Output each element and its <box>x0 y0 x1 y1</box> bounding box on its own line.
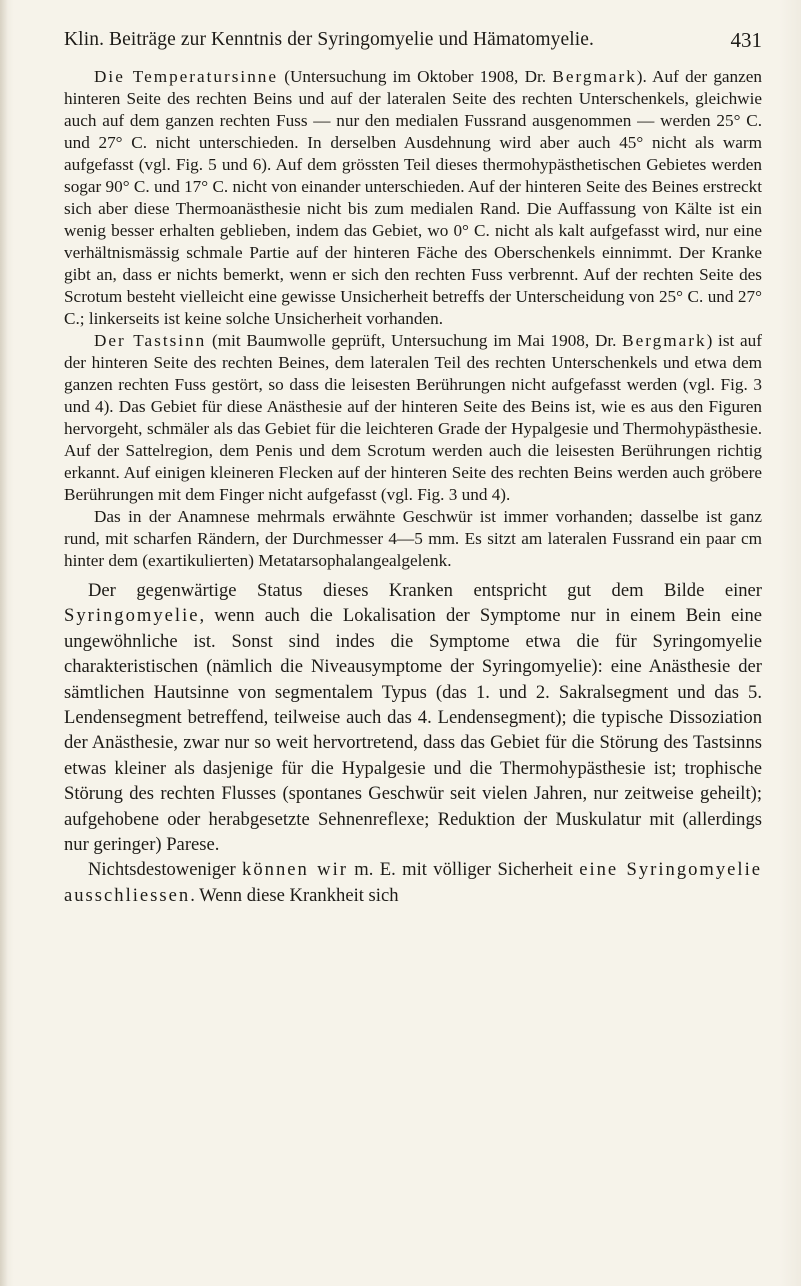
running-title: Klin. Beiträge zur Kenntnis der Syringomyelie und Hämatomyelie. <box>64 29 594 50</box>
paragraph-temperature-senses <box>64 66 762 330</box>
author-name: Bergmark <box>552 67 637 86</box>
paragraph-text: ) ist auf der hinteren Seite des rechten Beines, dem lateralen Teil des rechten Unterschenkels und etwa dem ganzen rechten Fuss gestört, so dass die leisesten Berührungen nicht aufgefasst werden (vgl. Fig. 3 und 4). Das Gebiet für diese Anästhesie auf der hinteren Seite des Beins ist, wie es aus den Figuren hervorgeht, schmäler als das Gebiet für die leichteren Grade der Hypalgesie und Thermohypästhesie. Auf der Sattelregion, dem Penis und dem Scrotum werden auch die leisesten Berührungen richtig erkannt. Auf einigen kleineren Flecken auf der hinteren Seite des rechten Beins werden auch gröbere Berührungen mit dem Finger nicht aufgefasst (vgl. Fig. 3 und 4). <box>64 331 762 504</box>
section-lead-temperature: Die Temperatursinne <box>94 67 279 86</box>
paragraph-ulcer <box>64 506 762 572</box>
paragraph-conclusion <box>64 857 762 908</box>
emphasis-phrase: eine Syringomyelie ausschliessen <box>64 859 763 906</box>
emphasis-phrase: können wir <box>242 859 348 881</box>
paragraph-text: (mit Baumwolle geprüft, Untersuchung im Mai 1908, Dr. <box>206 331 623 350</box>
paragraph-text: m. E. mit völliger Sicherheit <box>347 859 580 881</box>
article-body <box>64 66 762 908</box>
paragraph-text: Das in der Anamnese mehrmals erwähnte Geschwür ist immer vorhanden; dasselbe ist ganz rund, mit scharfen Rändern, der Durchmesser 4—5 mm. Es sitzt am lateralen Fussrand ein paar cm hinter dem (exartikulierten) Metatarsophalangealgelenk. <box>64 507 762 570</box>
author-name: Bergmark <box>622 331 707 350</box>
running-header <box>64 29 762 55</box>
paragraph-text: . Wenn diese Krankheit sich <box>190 884 399 906</box>
paragraph-text: (Untersuchung im Oktober 1908, Dr. <box>278 67 553 86</box>
paragraph-text: , wenn auch die Lokalisation der Symptome nur in einem Bein eine ungewöhnliche ist. Sonst sind indes die Symptome etwa die für Syringomyelie charakteristischen (nämlich die Niveausymptome der Syringomyelie): eine Anästhesie der sämtlichen Hautsinne von segmentalem Typus (das 1. und 2. Sakralsegment und das 5. Lendensegment betreffend, teilweise auch das 4. Lendensegment); die typische Dissoziation der Anästhesie, zwar nur so weit hervortretend, dass das Gebiet für die Störung des Tastsinns etwas kleiner als dasjenige für die Hypalgesie und die Thermohypästhesie ist; trophische Störung des rechten Flusses (spontanes Geschwür seit vielen Jahren, nur zeitweise geheilt); aufgehobene oder herabgesetzte Sehnenreflexe; Reduktion der Muskulatur mit (allerdings nur geringer) Parese. <box>64 605 762 856</box>
paragraph-text: Der gegenwärtige Status dieses Kranken entspricht gut dem Bilde einer <box>88 580 762 601</box>
paragraph-touch-sense <box>64 330 762 506</box>
paragraph-current-status <box>64 578 762 857</box>
page-edge-shadow <box>0 0 8 1286</box>
paragraph-text: Nichtsdestoweniger <box>88 859 243 881</box>
paragraph-text: ). Auf der ganzen hinteren Seite des rechten Beins und auf der lateralen Seite des rechten Unterschenkels, gleichwie auch auf dem ganzen rechten Fuss — nur den medialen Fussrand ausgenommen — werden 25° C. und 27° C. nicht unterschieden. In derselben Ausdehnung wird aber auch 45° nicht als warm aufgefasst (vgl. Fig. 5 und 6). Auf dem grössten Teil dieses thermohypästhetischen Gebietes werden sogar 90° C. und 17° C. nicht von einander unterschieden. Auf der hinteren Seite des Beines erstreckt sich aber diese Thermoanästhesie nicht bis zum medialen Rand. Die Auffassung von Kälte ist ein wenig besser erhalten geblieben, indem das Gebiet, wo 0° C. nicht als kalt aufgefasst wird, nur eine verhältnismässig schmale Partie auf der hinteren Fäche des Oberschenkels einnimmt. Der Kranke gibt an, dass er nichts bemerkt, wenn er sich den rechten Fuss verbrennt. Auf der rechten Seite des Scrotum besteht vielleicht eine gewisse Unsicherheit betreffs der Unterscheidung von 25° C. und 27° C.; linkerseits ist keine solche Unsicherheit vorhanden. <box>64 67 763 328</box>
section-lead-touch: Der Tastsinn <box>94 331 207 350</box>
diagnosis-term: Syringomyelie <box>64 605 200 627</box>
page-number: 431 <box>730 28 762 52</box>
